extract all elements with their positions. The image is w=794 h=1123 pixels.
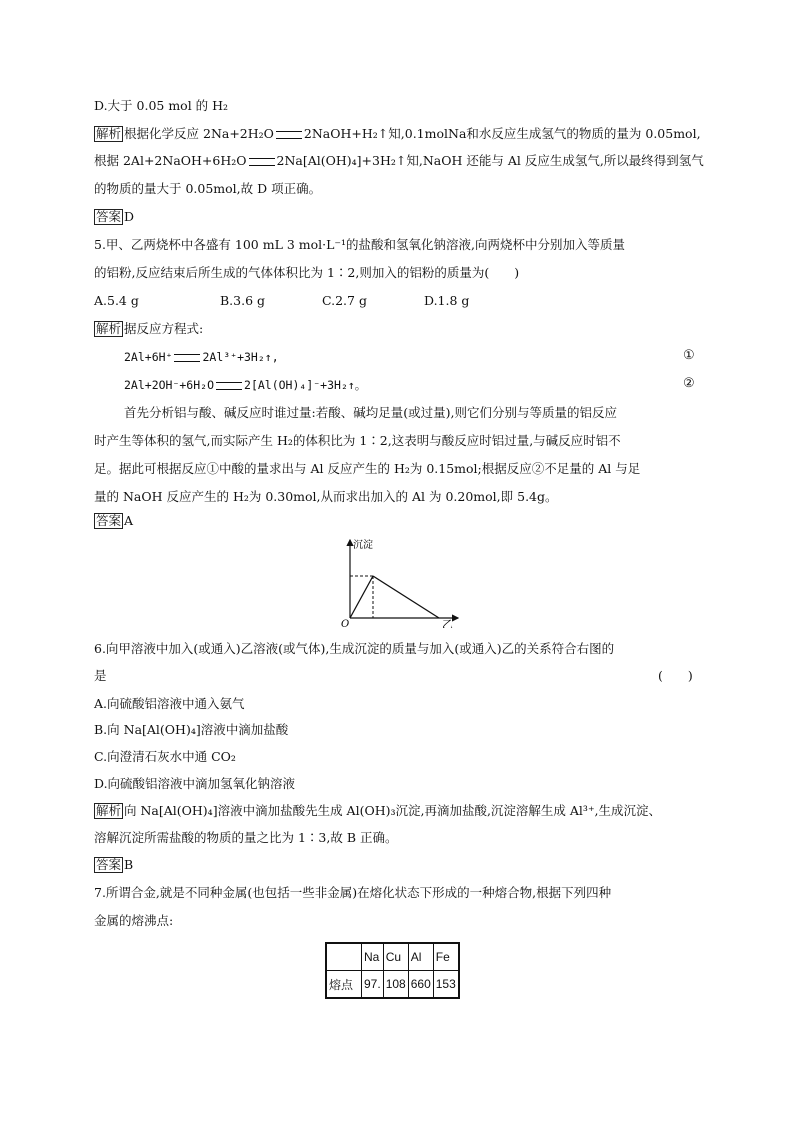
table-cell: 660 (408, 971, 433, 999)
option-d-prev: D.大于 0.05 mol 的 H₂ (94, 98, 229, 113)
q6-answer (94, 857, 133, 873)
q5-option-d: D.1.8 g (424, 293, 470, 308)
answer-tag: 答案 (96, 857, 122, 872)
equation-left: 2Al+2OH⁻+6H₂O (124, 378, 215, 392)
equation-1-mark: ① (683, 348, 695, 363)
q5-option-b: B.3.6 g (220, 293, 266, 308)
analysis-tag: 解析 (96, 321, 122, 336)
q5-paragraph-3: 足。据此可根据反应①中酸的量求出与 Al 反应产生的 H₂为 0.15mol;根据反应②不足量的 Al 与足 (94, 461, 641, 476)
analysis-text: 根据 2Al+2NaOH+6H₂O (94, 153, 247, 168)
q6-analysis-2: 溶解沉淀所需盐酸的物质的量之比为 1∶3,故 B 正确。 (94, 830, 398, 845)
table-corner-cell (326, 943, 362, 971)
analysis-tag: 解析 (96, 803, 122, 818)
q5-stem-1: 5.甲、乙两烧杯中各盛有 100 mL 3 mol·L⁻¹的盐酸和氢氧化钠溶液,向两烧杯中分别加入等质量 (94, 237, 626, 252)
equation-right: 2Al³⁺+3H₂↑, (202, 350, 279, 364)
q5-stem-2: 的铝粉,反应结束后所生成的气体体积比为 1∶2,则加入的铝粉的质量为( ) (94, 265, 520, 280)
equation-1 (124, 349, 279, 365)
answer-tag: 答案 (96, 209, 122, 224)
q5-answer (94, 513, 133, 529)
analysis-text: 根据化学反应 2Na+2H₂O (124, 126, 274, 141)
equation-left: 2Al+6H⁺ (124, 350, 173, 364)
q6-stem-1: 6.向甲溶液中加入(或通入)乙溶液(或气体),生成沉淀的质量与加入(或通入)乙的关系符合右图的 (94, 641, 615, 656)
y-axis-label: 沉淀 (353, 540, 373, 551)
analysis-prev-line-1 (94, 126, 701, 142)
table-header-cell: Na (362, 943, 384, 971)
answer-value: A (124, 513, 134, 528)
analysis-text: 向 Na[Al(OH)₄]溶液中滴加盐酸先生成 Al(OH)₃沉淀,再滴加盐酸,沉淀溶解生成 Al³⁺,生成沉淀、 (124, 803, 662, 818)
q6-stem-2: 是 (94, 668, 107, 683)
table-header-row (326, 943, 459, 971)
equals-sign (174, 354, 200, 362)
analysis-text: 据反应方程式: (124, 321, 204, 336)
x-axis-label: 乙 (442, 618, 453, 628)
equation-2 (124, 377, 366, 393)
table-header-cell: Fe (433, 943, 459, 971)
q5-paragraph-2: 时产生等体积的氢气,而实际产生 H₂的体积比为 1∶2,这表明与酸反应时铝过量,与碱反应时铝不 (94, 433, 621, 448)
table-row (326, 971, 459, 999)
equation-2-mark: ② (683, 376, 695, 391)
q6-option-a: A.向硫酸铝溶液中通入氨气 (94, 696, 245, 711)
answer-value: D (124, 209, 135, 224)
answer-value: B (124, 857, 134, 872)
analysis-text: 2NaOH+H₂↑知,0.1molNa和水反应生成氢气的物质的量为 0.05mol, (303, 126, 701, 141)
q6-option-d: D.向硫酸铝溶液中滴加氢氧化钠溶液 (94, 776, 296, 791)
q6-analysis-1 (94, 803, 661, 819)
equation-right: 2[Al(OH)₄]⁻+3H₂↑。 (244, 378, 367, 392)
q6-option-b: B.向 Na[Al(OH)₄]溶液中滴加盐酸 (94, 722, 289, 737)
falling-line (373, 576, 439, 618)
q7-stem-2: 金属的熔沸点: (94, 913, 174, 928)
q5-paragraph-4: 量的 NaOH 反应产生的 H₂为 0.30mol,从而求出加入的 Al 为 0.20mol,即 5.4g。 (94, 489, 558, 504)
table-cell: 97. (362, 971, 384, 999)
analysis-tag: 解析 (96, 126, 122, 141)
equals-sign (216, 382, 242, 390)
analysis-prev-line-2 (94, 153, 704, 169)
rising-line (350, 576, 373, 618)
q5-paragraph-1: 首先分析铝与酸、碱反应时谁过量:若酸、碱均足量(或过量),则它们分别与等质量的铝反应 (124, 405, 617, 420)
q5-analysis (94, 321, 203, 337)
answer-tag: 答案 (96, 513, 122, 528)
q5-option-c: C.2.7 g (322, 293, 367, 308)
equals-sign (276, 131, 302, 139)
origin-label: O (341, 619, 350, 628)
equals-sign (249, 158, 275, 166)
table-row-label: 熔点 (326, 971, 362, 999)
q5-option-a: A.5.4 g (94, 293, 139, 308)
precipitate-graph (340, 536, 470, 628)
table-header-cell: Cu (383, 943, 408, 971)
answer-prev (94, 209, 134, 225)
q7-stem-1: 7.所谓合金,就是不同种金属(也包括一些非金属)在熔化状态下形成的一种熔合物,根据下列四种 (94, 885, 612, 900)
table-cell: 108 (383, 971, 408, 999)
q6-blank: ( ) (658, 668, 693, 683)
melting-point-table (325, 942, 460, 999)
q6-option-c: C.向澄清石灰水中通 CO₂ (94, 749, 236, 764)
analysis-text: 2Na[Al(OH)₄]+3H₂↑知,NaOH 还能与 Al 反应生成氢气,所以最终得到氢气 (276, 153, 704, 168)
analysis-prev-line-3: 的物质的量大于 0.05mol,故 D 项正确。 (94, 181, 322, 196)
table-cell: 153 (433, 971, 459, 999)
table-header-cell: Al (408, 943, 433, 971)
